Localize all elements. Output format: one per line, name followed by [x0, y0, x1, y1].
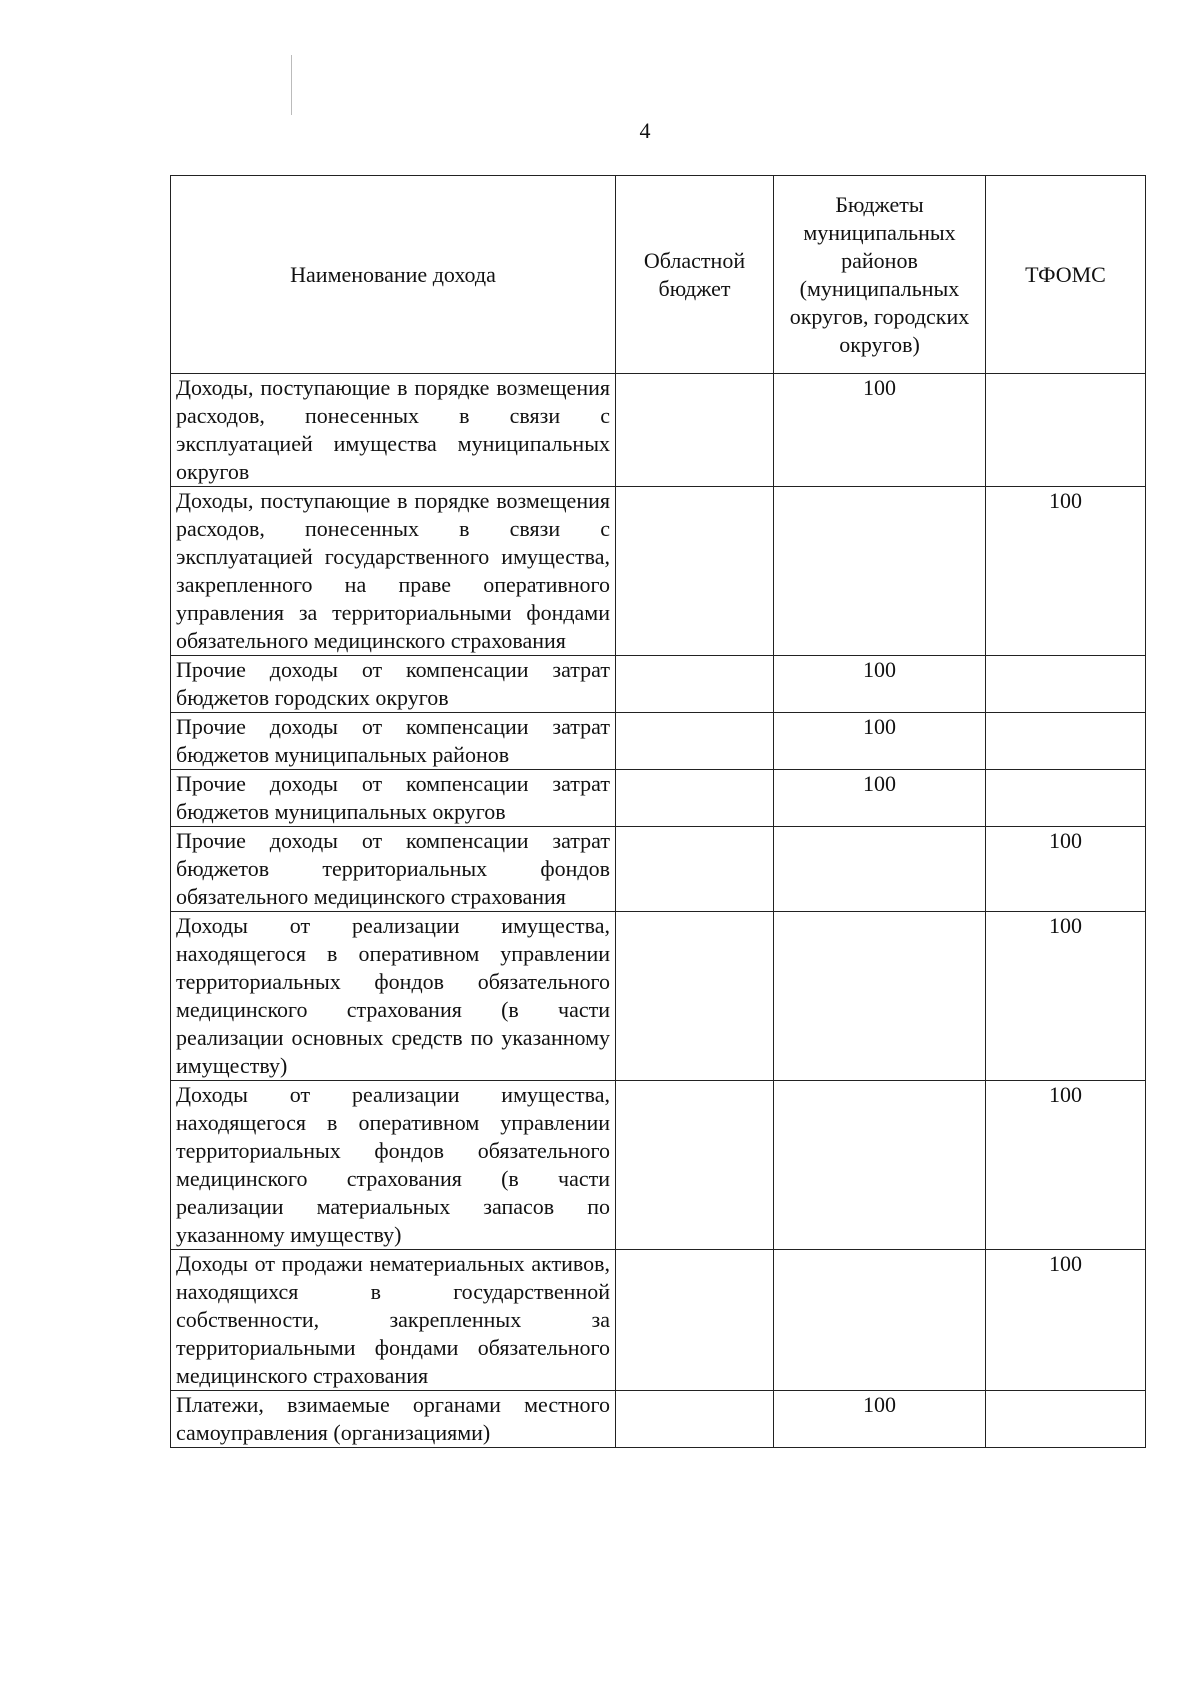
municipal-value-cell: 100	[774, 656, 986, 713]
tfoms-value-cell	[986, 770, 1146, 827]
table-header-row	[171, 176, 1146, 374]
header-tfoms: ТФОМС	[986, 176, 1146, 374]
municipal-value-cell	[774, 827, 986, 912]
municipal-value-cell: 100	[774, 374, 986, 487]
regional-value-cell	[616, 770, 774, 827]
municipal-value-cell	[774, 912, 986, 1081]
table-row	[171, 656, 1146, 713]
table-row	[171, 374, 1146, 487]
tfoms-value-cell: 100	[986, 487, 1146, 656]
tfoms-value-cell: 100	[986, 827, 1146, 912]
regional-value-cell	[616, 1081, 774, 1250]
table-row	[171, 487, 1146, 656]
income-name-cell: Прочие доходы от компенсации затрат бюджетов муниципальных округов	[171, 770, 616, 827]
revenue-distribution-table	[170, 175, 1146, 1448]
table-row	[171, 1250, 1146, 1391]
table-row	[171, 713, 1146, 770]
regional-value-cell	[616, 827, 774, 912]
regional-value-cell	[616, 487, 774, 656]
table-row	[171, 912, 1146, 1081]
income-name-cell: Доходы от реализации имущества, находящегося в оперативном управлении территориальных фондов обязательного медицинского страхования (в части реализации материальных запасов по указанному имуществу)	[171, 1081, 616, 1250]
municipal-value-cell: 100	[774, 1391, 986, 1448]
header-regional-budget: Областной бюджет	[616, 176, 774, 374]
income-name-cell: Платежи, взимаемые органами местного самоуправления (организациями)	[171, 1391, 616, 1448]
tfoms-value-cell: 100	[986, 912, 1146, 1081]
tfoms-value-cell	[986, 374, 1146, 487]
table-row	[171, 1081, 1146, 1250]
table-row	[171, 770, 1146, 827]
income-name-cell: Прочие доходы от компенсации затрат бюджетов городских округов	[171, 656, 616, 713]
municipal-value-cell: 100	[774, 770, 986, 827]
tfoms-value-cell: 100	[986, 1250, 1146, 1391]
income-name-cell: Доходы от продажи нематериальных активов, находящихся в государственной собственности, закрепленных за территориальными фондами обязательного медицинского страхования	[171, 1250, 616, 1391]
municipal-value-cell	[774, 1081, 986, 1250]
regional-value-cell	[616, 374, 774, 487]
income-name-cell: Доходы, поступающие в порядке возмещения расходов, понесенных в связи с эксплуатацией государственного имущества, закрепленного на праве оперативного управления за территориальными фондами обязательного медицинского страхования	[171, 487, 616, 656]
table-row	[171, 1391, 1146, 1448]
tfoms-value-cell	[986, 713, 1146, 770]
tfoms-value-cell	[986, 656, 1146, 713]
table-row	[171, 827, 1146, 912]
margin-mark	[291, 55, 292, 115]
regional-value-cell	[616, 912, 774, 1081]
municipal-value-cell	[774, 487, 986, 656]
header-income-name: Наименование дохода	[171, 176, 616, 374]
income-name-cell: Прочие доходы от компенсации затрат бюджетов муниципальных районов	[171, 713, 616, 770]
regional-value-cell	[616, 1250, 774, 1391]
page-number: 4	[639, 118, 651, 143]
tfoms-value-cell: 100	[986, 1081, 1146, 1250]
regional-value-cell	[616, 656, 774, 713]
income-name-cell: Доходы, поступающие в порядке возмещения расходов, понесенных в связи с эксплуатацией имущества муниципальных округов	[171, 374, 616, 487]
municipal-value-cell	[774, 1250, 986, 1391]
income-name-cell: Прочие доходы от компенсации затрат бюджетов территориальных фондов обязательного медицинского страхования	[171, 827, 616, 912]
header-municipal-budgets: Бюджеты муниципальных районов (муниципальных округов, городских округов)	[774, 176, 986, 374]
tfoms-value-cell	[986, 1391, 1146, 1448]
regional-value-cell	[616, 713, 774, 770]
municipal-value-cell: 100	[774, 713, 986, 770]
regional-value-cell	[616, 1391, 774, 1448]
income-name-cell: Доходы от реализации имущества, находящегося в оперативном управлении территориальных фондов обязательного медицинского страхования (в части реализации основных средств по указанному имуществу)	[171, 912, 616, 1081]
